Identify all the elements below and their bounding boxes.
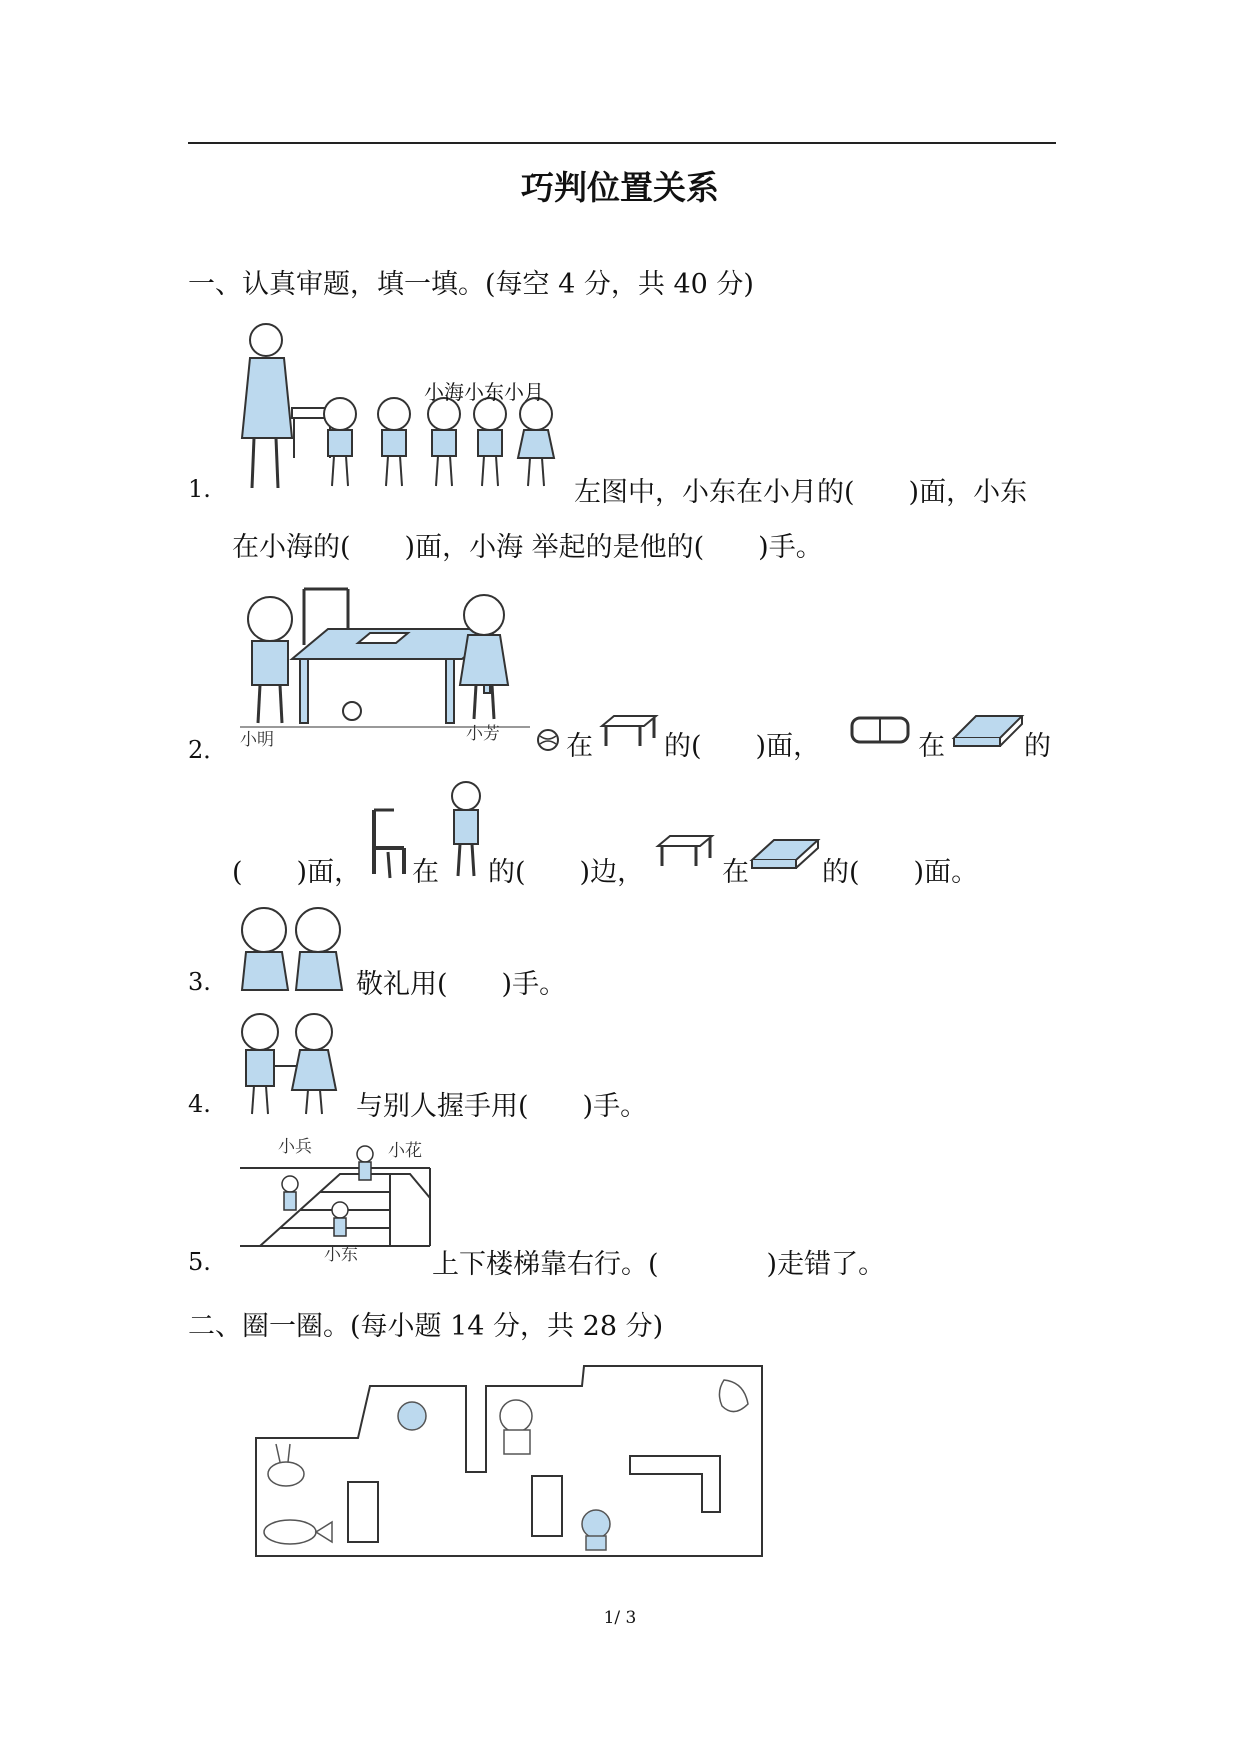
table-small-icon [656,832,714,868]
page-number: 1/ 3 [603,1608,637,1628]
ball-icon [536,728,560,752]
q2-text-1: 在 [566,731,593,762]
table-blue-icon [952,708,1024,752]
q1-illustration [232,318,572,498]
q2-label-xiaofang: 小芳 [466,724,500,744]
q5-label-xiaobing: 小兵 [278,1137,312,1157]
section2-heading: 二、圈一圈。(每小题 14 分，共 28 分) [188,1311,664,1342]
q2-text-6: 在 [412,857,439,888]
q5-label-xiaodong: 小东 [324,1245,358,1265]
q3-illustration [236,900,346,992]
q1-number: 1. [188,475,211,503]
page-title: 巧判位置关系 [521,168,719,207]
q2-text-8: 在 [722,857,749,888]
box-icon [850,714,910,746]
q2-text-3: 在 [918,731,945,762]
q5-number: 5. [188,1248,211,1276]
q2-text-9: 的( )面。 [822,857,979,888]
q2-label-xiaoming: 小明 [240,730,274,750]
maze-illustration [254,1360,764,1570]
q2-text-2: 的( )面， [664,731,821,762]
boy-icon [444,780,486,880]
q4-illustration [236,1010,346,1118]
q2-text-7: 的( )边， [488,857,645,888]
q2-text-5: ( )面， [232,857,362,888]
q1-line2: 在小海的( )面，小海 举起的是他的( )手。 [232,532,823,563]
q4-text: 与别人握手用( )手。 [356,1091,648,1122]
q3-text: 敬礼用( )手。 [356,969,567,1000]
q2-number: 2． [188,736,228,764]
section1-heading: 一、认真审题，填一填。(每空 4 分，共 40 分) [188,269,754,300]
q1-line1: 左图中，小东在小月的( )面，小东 [574,477,1028,508]
q4-number: 4. [188,1090,211,1118]
header-rule [188,142,1056,144]
table-blue-icon-2 [750,834,820,874]
q2-illustration [240,585,530,735]
table-icon [600,712,658,748]
q5-label-xiaohua: 小花 [388,1141,422,1161]
q3-number: 3. [188,968,211,996]
q5-text: 上下楼梯靠右行。( )走错了。 [432,1249,886,1280]
chair-icon [368,808,410,880]
q1-names-label: 小海小东小月 [424,380,544,404]
q2-text-4: 的 [1024,731,1051,762]
